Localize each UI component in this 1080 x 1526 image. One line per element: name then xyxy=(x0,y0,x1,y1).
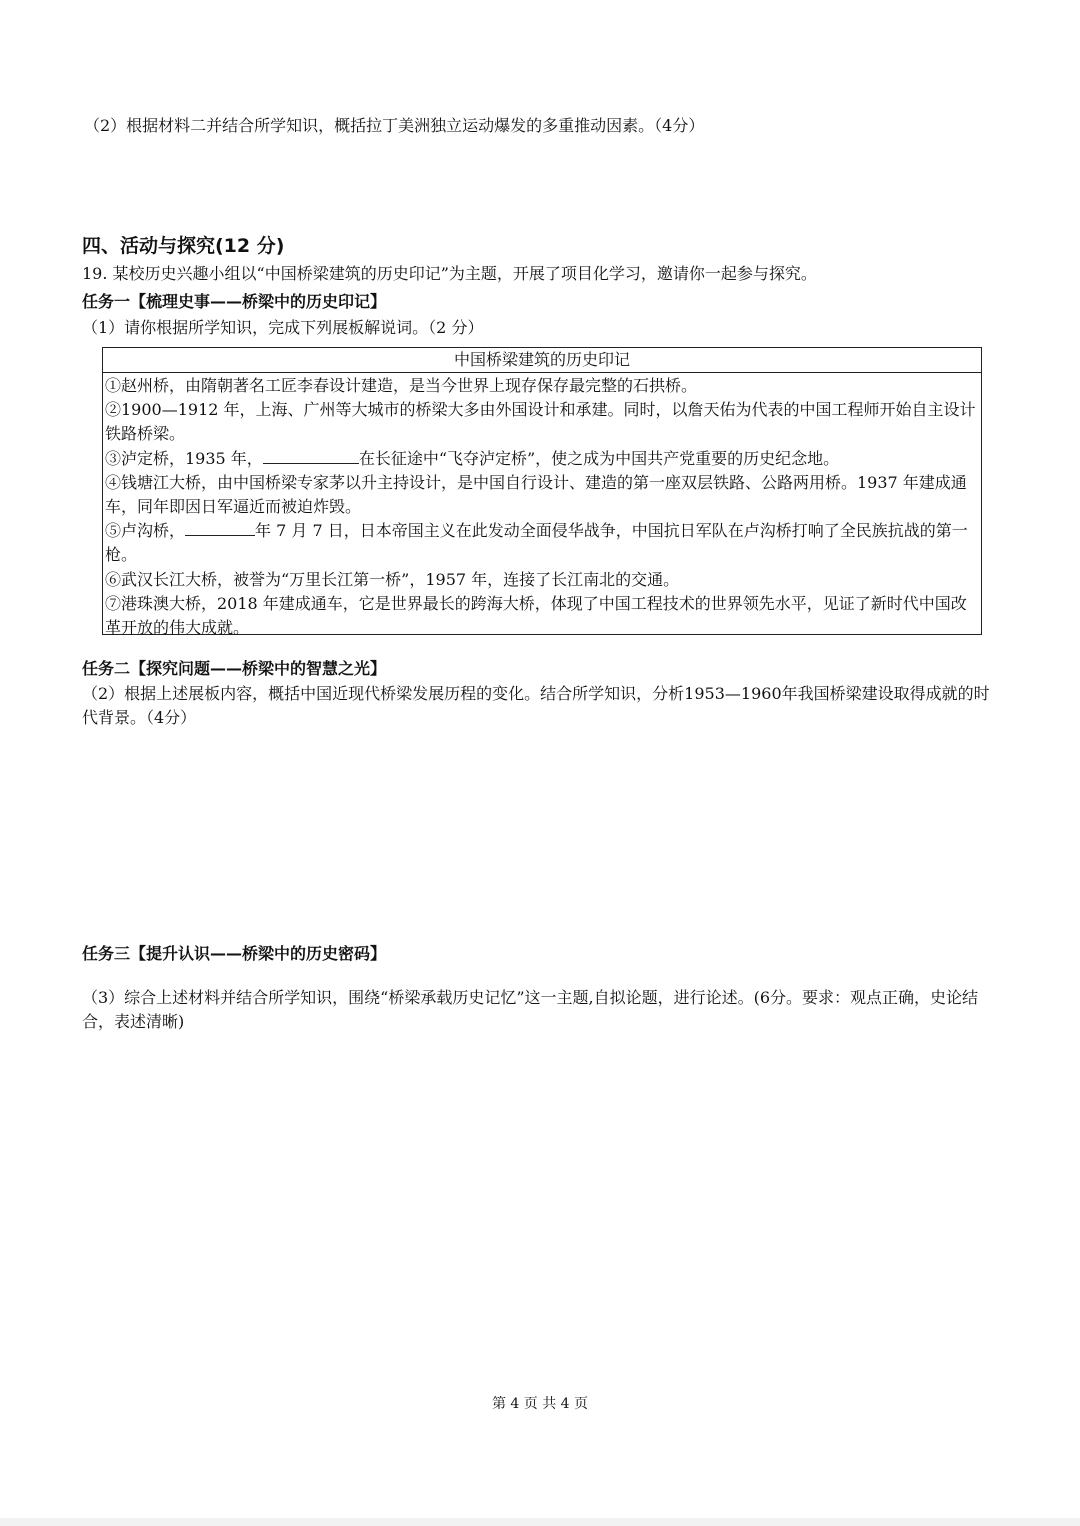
board-item-1: ①赵州桥，由隋朝著名工匠李春设计建造，是当今世界上现存保存最完整的石拱桥。 xyxy=(105,376,698,395)
bottom-edge xyxy=(0,1518,1080,1526)
board-item-5-pre: ⑤卢沟桥， xyxy=(105,521,186,541)
board-item-4: ④钱塘江大桥，由中国桥梁专家茅以升主持设计，是中国自行设计、建造的第一座双层铁路、公路两用桥。1937 年建成通车，同年即因日军逼近而被迫炸毁。 xyxy=(105,472,967,517)
question-2a: （2）根据材料二并结合所学知识，概括拉丁美洲独立运动爆发的多重推动因素。（4分） xyxy=(84,116,705,135)
board-item-3-pre: ③泸定桥，1935 年， xyxy=(105,448,263,468)
board-item-6: ⑥武汉长江大桥，被誉为“万里长江第一桥”，1957 年，连接了长江南北的交通。 xyxy=(105,569,680,589)
fill-blank-2[interactable] xyxy=(185,519,255,536)
display-board xyxy=(102,347,982,638)
display-board-heading: 中国桥梁建筑的历史印记 xyxy=(103,348,981,373)
display-board-body xyxy=(103,373,981,640)
task-3-title: 任务三【提升认识——桥梁中的历史密码】 xyxy=(82,944,387,963)
task-1-question: （1）请你根据所学知识，完成下列展板解说词。（2 分） xyxy=(82,318,484,337)
section-title: 四、活动与探究(12 分) xyxy=(82,235,285,257)
task-2-question: （2）根据上述展板内容，概括中国近现代桥梁发展历程的变化。结合所学知识，分析1953—1960年我国桥梁建设取得成就的时代背景。（4分） xyxy=(82,684,990,727)
page-footer: 第 4 页 共 4 页 xyxy=(491,1396,589,1412)
board-item-3 xyxy=(105,447,979,471)
board-item-2: ②1900—1912 年，上海、广州等大城市的桥梁大多由外国设计和承建。同时，以詹天佑为代表的中国工程师开始自主设计铁路桥梁。 xyxy=(105,400,976,444)
board-item-5 xyxy=(105,519,979,567)
task-3-question: （3）综合上述材料并结合所学知识，围绕“桥梁承载历史记忆”这一主题,自拟论题，进行论述。(6分。要求：观点正确，史论结合，表述清晰) xyxy=(82,988,979,1031)
board-item-3-post: 在长征途中“飞夺泸定桥”，使之成为中国共产党重要的历史纪念地。 xyxy=(358,448,840,468)
board-item-5-post: 年 7 月 7 日，日本帝国主义在此发动全面侵华战争，中国抗日军队在卢沟桥打响了全民族抗战的第一枪。 xyxy=(105,521,968,565)
question-19-intro: 19. 某校历史兴趣小组以“中国桥梁建筑的历史印记”为主题，开展了项目化学习，邀请你一起参与探究。 xyxy=(82,264,817,283)
task-1-title: 任务一【梳理史事——桥梁中的历史印记】 xyxy=(82,292,387,311)
board-item-7: ⑦港珠澳大桥，2018 年建成通车，它是世界最长的跨海大桥，体现了中国工程技术的世界领先水平，见证了新时代中国改革开放的伟大成就。 xyxy=(105,593,967,638)
task-2-title: 任务二【探究问题——桥梁中的智慧之光】 xyxy=(82,659,387,678)
fill-blank-1[interactable] xyxy=(263,447,359,464)
